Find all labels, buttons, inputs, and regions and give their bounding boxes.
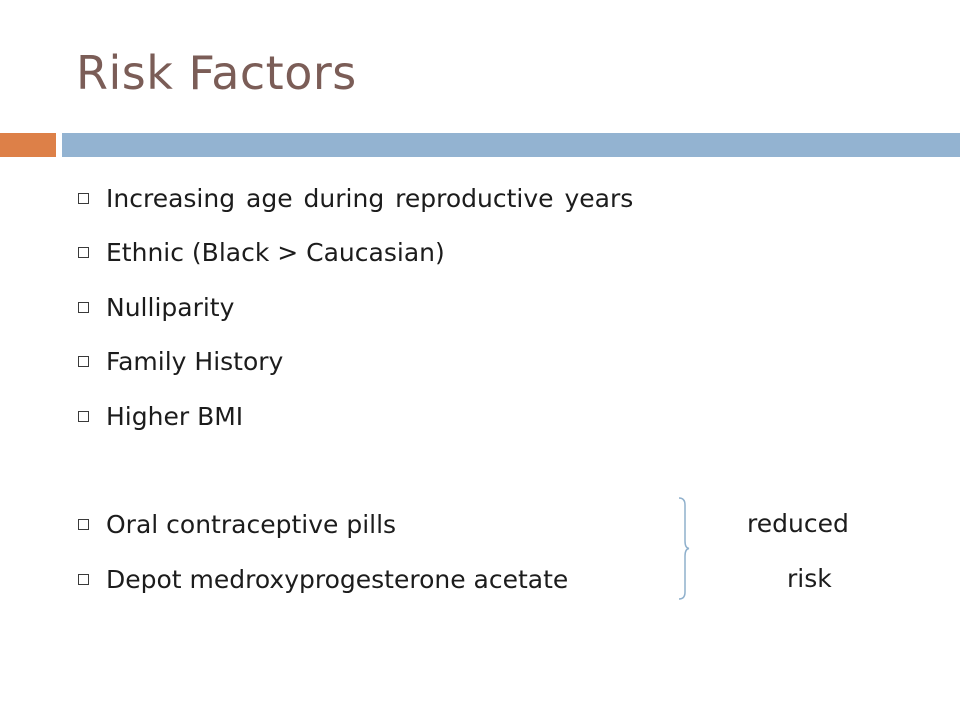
bullet-text: Increasing age during reproductive years bbox=[106, 183, 634, 213]
square-bullet-icon bbox=[78, 193, 89, 204]
list-item bbox=[78, 289, 234, 325]
square-bullet-icon bbox=[78, 247, 89, 258]
list-item bbox=[78, 398, 243, 434]
list-item bbox=[78, 180, 633, 216]
square-bullet-icon bbox=[78, 356, 89, 367]
bullet-text: Depot medroxyprogesterone acetate bbox=[106, 564, 569, 594]
bullet-text: Oral contraceptive pills bbox=[106, 509, 397, 539]
square-bullet-icon bbox=[78, 411, 89, 422]
square-bullet-icon bbox=[78, 519, 89, 530]
list-item bbox=[78, 506, 396, 542]
list-item bbox=[78, 234, 445, 270]
bullet-text: Family History bbox=[106, 346, 284, 376]
bullet-text: Ethnic (Black > Caucasian) bbox=[106, 237, 445, 267]
right-brace-icon bbox=[678, 497, 690, 600]
bullet-text: Nulliparity bbox=[106, 292, 235, 322]
slide-title: Risk Factors bbox=[76, 46, 357, 100]
side-note-reduced: reduced bbox=[747, 509, 849, 538]
accent-bar-orange bbox=[0, 133, 56, 157]
list-item bbox=[78, 343, 283, 379]
square-bullet-icon bbox=[78, 574, 89, 585]
square-bullet-icon bbox=[78, 302, 89, 313]
bullet-list bbox=[78, 0, 938, 720]
side-note-risk: risk bbox=[787, 564, 832, 593]
bullet-text: Higher BMI bbox=[106, 401, 244, 431]
list-item bbox=[78, 561, 568, 597]
